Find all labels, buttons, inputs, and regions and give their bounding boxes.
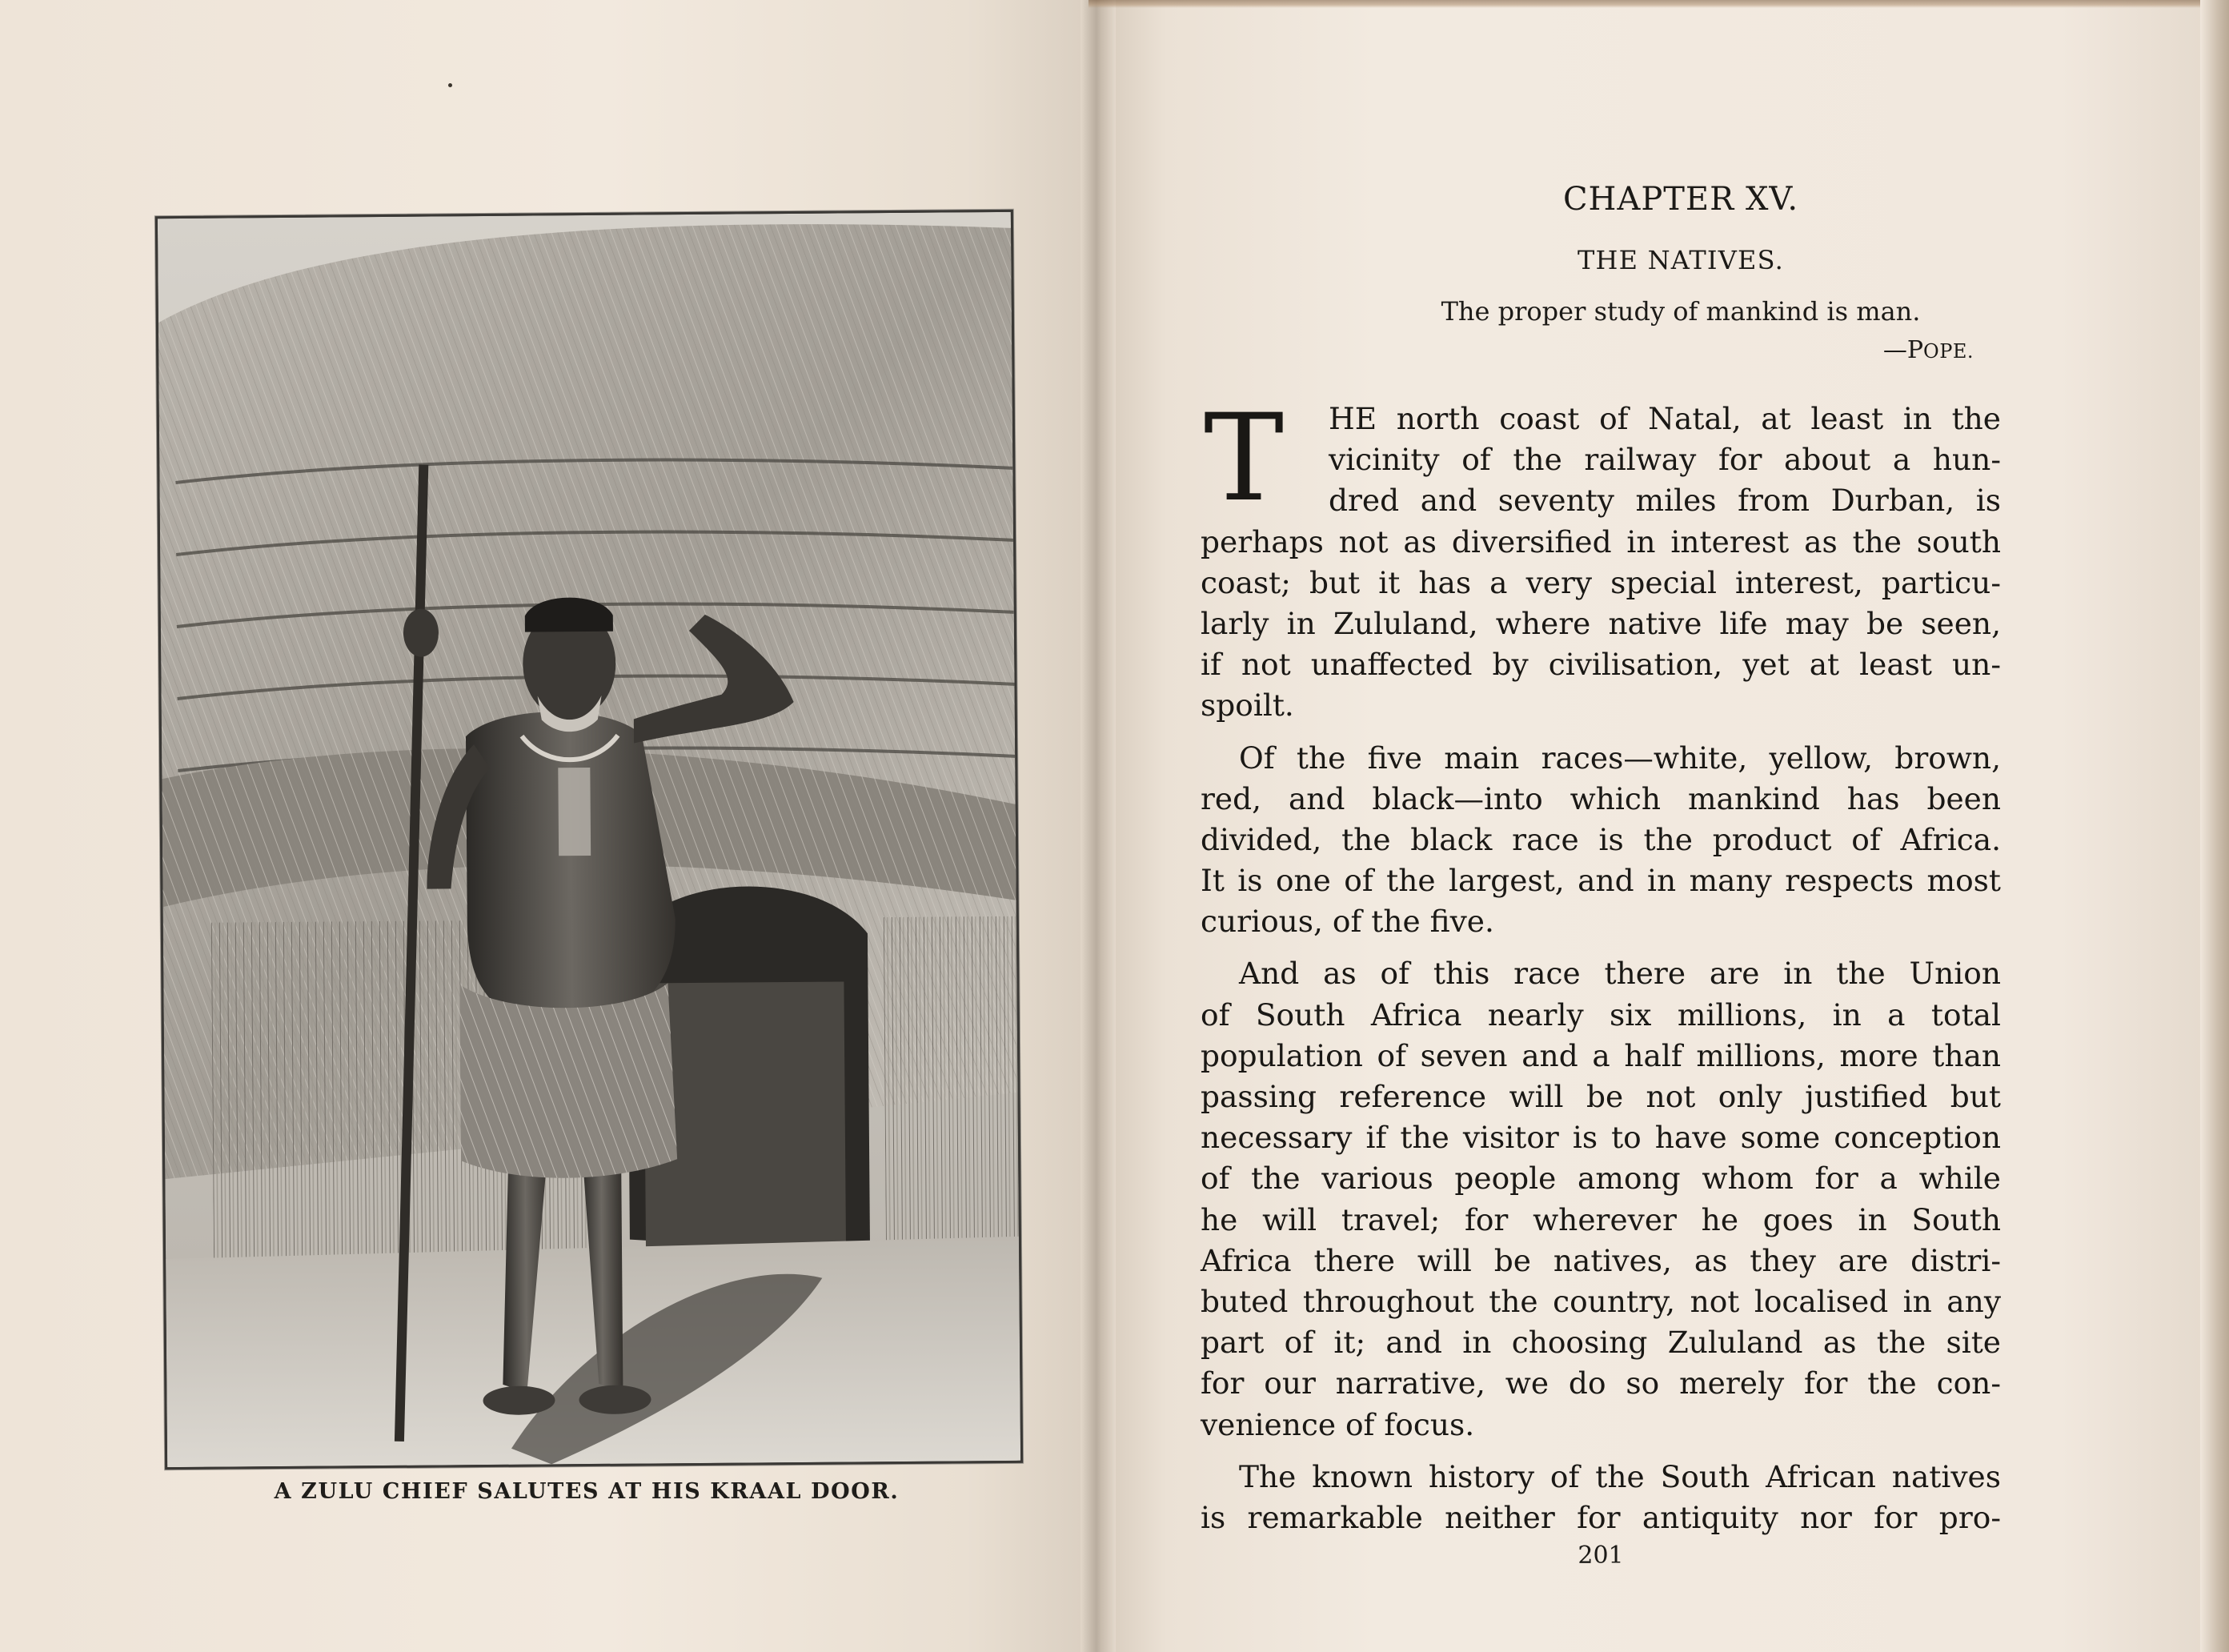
chapter-subtitle: THE NATIVES. xyxy=(1578,245,1784,275)
text-line: of South Africa nearly six millions, in a total xyxy=(1201,996,2001,1032)
text-line: perhaps not as diversified in interest as the south xyxy=(1201,523,2001,559)
text-line: red, and black—into which mankind has been xyxy=(1201,780,2001,816)
photograph-zulu-chief xyxy=(155,210,1023,1470)
text-line: HE north coast of Natal, at least in the xyxy=(1329,401,2001,436)
text-line: It is one of the largest, and in many respects most xyxy=(1201,863,2001,899)
paper-speck xyxy=(448,83,452,87)
chapter-body-text xyxy=(1201,389,2001,1538)
text-line: necessary if the visitor is to have some conception xyxy=(1201,1120,2001,1156)
paragraph-gap xyxy=(1201,727,2001,738)
text-line: population of seven and a half millions, more than xyxy=(1201,1037,2001,1073)
text-line: vicinity of the railway for about a hun- xyxy=(1329,442,2001,478)
text-line: And as of this race there are in the Union xyxy=(1239,956,2001,992)
book-gutter xyxy=(1080,0,1116,1652)
text-line: coast; but it has a very special interest, particu- xyxy=(1201,564,2001,600)
text-line: Of the five main races—white, yellow, brown, xyxy=(1239,740,2001,776)
text-line: larly in Zululand, where native life may be seen, xyxy=(1201,605,2001,641)
page-top-edge xyxy=(1088,0,2229,8)
text-line: spoilt. xyxy=(1201,688,1294,724)
text-line: if not unaffected by civilisation, yet at least un- xyxy=(1201,647,2001,683)
epigraph: The proper study of mankind is man. xyxy=(1441,296,1921,327)
page-right-edge xyxy=(2200,0,2229,1652)
page-number: 201 xyxy=(1578,1542,1624,1570)
photograph-illustration xyxy=(158,212,1020,1467)
text-line: is remarkable neither for antiquity nor for pro- xyxy=(1201,1499,2001,1535)
text-line: divided, the black race is the product of Africa. xyxy=(1201,821,2001,857)
chapter-heading: CHAPTER XV. xyxy=(1562,181,1799,218)
epigraph-attribution xyxy=(1601,336,1974,364)
text-line: buted throughout the country, not localised in any xyxy=(1201,1283,2001,1319)
attribution-dash: —P xyxy=(1882,336,1924,364)
drop-cap: T xyxy=(1204,389,1285,528)
paragraph-gap xyxy=(1201,942,2001,953)
text-line: dred and seventy miles from Durban, is xyxy=(1329,483,2001,519)
text-line: he will travel; for wherever he goes in South xyxy=(1201,1201,2001,1237)
text-line: for our narrative, we do so merely for the con- xyxy=(1201,1365,2001,1401)
paragraph-gap xyxy=(1201,1446,2001,1457)
photo-caption: A ZULU CHIEF SALUTES AT HIS KRAAL DOOR. xyxy=(274,1479,900,1504)
text-line: venience of focus. xyxy=(1201,1406,1475,1442)
text-line: curious, of the five. xyxy=(1201,904,1494,940)
text-line: Africa there will be natives, as they are distri- xyxy=(1201,1242,2001,1278)
text-line: of the various people among whom for a while xyxy=(1201,1161,2001,1197)
text-line: part of it; and in choosing Zululand as the site xyxy=(1201,1325,2001,1361)
attribution-small-caps: OPE. xyxy=(1923,340,1974,363)
text-line: The known history of the South African natives xyxy=(1239,1458,2001,1494)
text-line: passing reference will be not only justified but xyxy=(1201,1079,2001,1114)
